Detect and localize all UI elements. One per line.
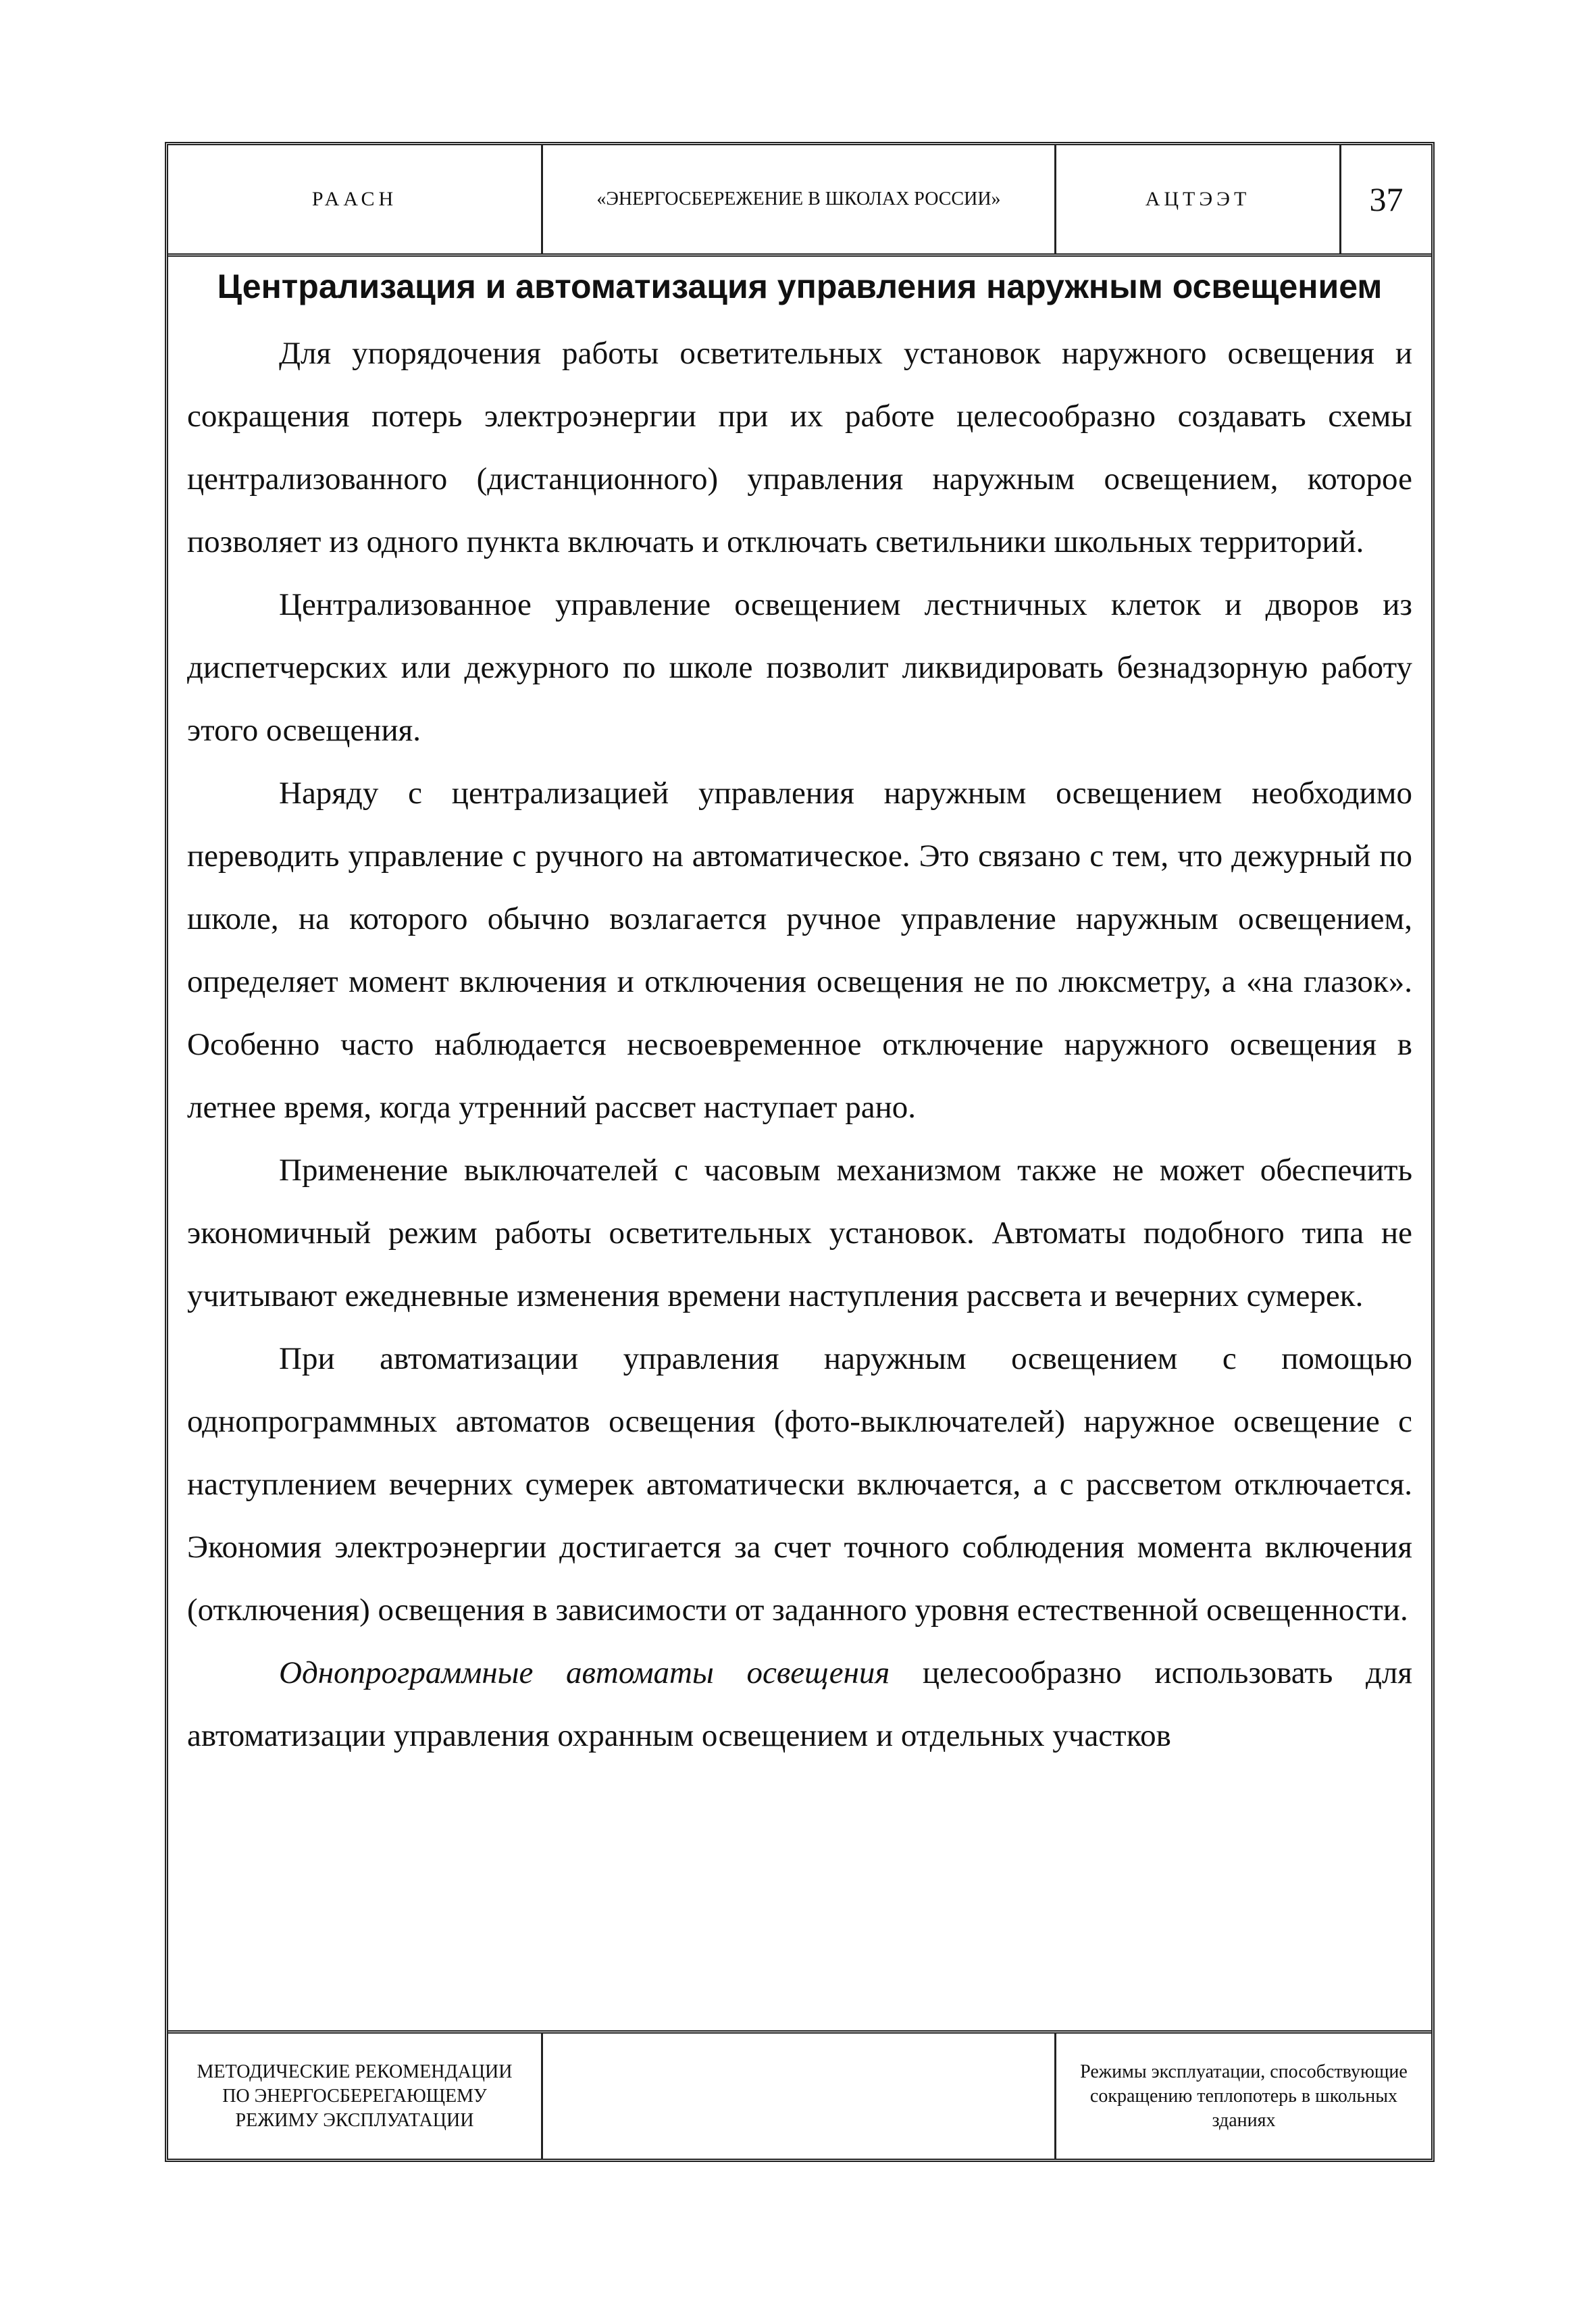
section-title: Централизация и автоматизация управления наружным освещением bbox=[217, 268, 1383, 305]
footer-document-title: МЕТОДИЧЕСКИЕ РЕКОМЕНДАЦИИ ПО ЭНЕРГОСБЕРЕГАЮЩЕМУ РЕЖИМУ ЭКСПЛУАТАЦИИ bbox=[168, 2034, 543, 2159]
paragraph-1: Для упорядочения работы осветительных установок наружного освещения и сокращения потерь электроэнергии при их работе целесообразно создавать схемы централизованного (дистанционного) управления наружным освещением, которое позволяет из одного пункта включать и отключать светильники школьных территорий. bbox=[187, 336, 1412, 559]
page-number: 37 bbox=[1369, 180, 1404, 218]
header-program: «ЭНЕРГОСБЕРЕЖЕНИЕ В ШКОЛАХ РОССИИ» bbox=[543, 145, 1056, 253]
header-agency: АЦТЭЭТ bbox=[1056, 145, 1341, 253]
paragraph-6-italic-term: Однопрограммные автоматы освещения bbox=[279, 1655, 890, 1690]
header-org: РААСН bbox=[168, 145, 543, 253]
page-frame bbox=[165, 142, 1435, 2162]
paragraph-4: Применение выключателей с часовым механизмом также не может обеспечить экономичный режим работы осветительных установок. Автоматы подобного типа не учитывают ежедневные изменения времени наступления рассвета и вечерних сумерек. bbox=[187, 1153, 1412, 1313]
paragraph-3: Наряду с централизацией управления наружным освещением необходимо переводить управление с ручного на автоматическое. Это связано с тем, что дежурный по школе, на которого обычно возлагается ручное управление наружным освещением, определяет момент включения и отключения освещения не по люксметру, а «на глазок». Особенно часто наблюдается несвоевременное отключение наружного освещения в летнее время, когда утренний рассвет наступает рано. bbox=[187, 776, 1412, 1125]
paragraph-2: Централизованное управление освещением лестничных клеток и дворов из диспетчерских или дежурного по школе позволит ликвидировать безнадзорную работу этого освещения. bbox=[187, 587, 1412, 748]
footer-middle-cell bbox=[543, 2034, 1056, 2159]
footer-section-name: Режимы эксплуатации, способствующие сокращению теплопотерь в школьных зданиях bbox=[1080, 2061, 1408, 2131]
page-header bbox=[168, 145, 1431, 257]
page-content bbox=[187, 260, 1412, 2027]
paragraph-5: При автоматизации управления наружным освещением с помощью однопрограммных автоматов освещения (фото-выключателей) наружное освещение с наступлением вечерних сумерек автоматически включается, а с рассветом отключается. Экономия электроэнергии достигается за счет точного соблюдения момента включения (отключения) освещения в зависимости от заданного уровня естественной освещенности. bbox=[187, 1341, 1412, 1628]
paragraph-6 bbox=[187, 1642, 1412, 1767]
page-footer bbox=[168, 2030, 1431, 2159]
paragraph-6-text: целесообразно использовать для автоматизации управления охранным освещением и отдельных участков bbox=[187, 1655, 1412, 1753]
